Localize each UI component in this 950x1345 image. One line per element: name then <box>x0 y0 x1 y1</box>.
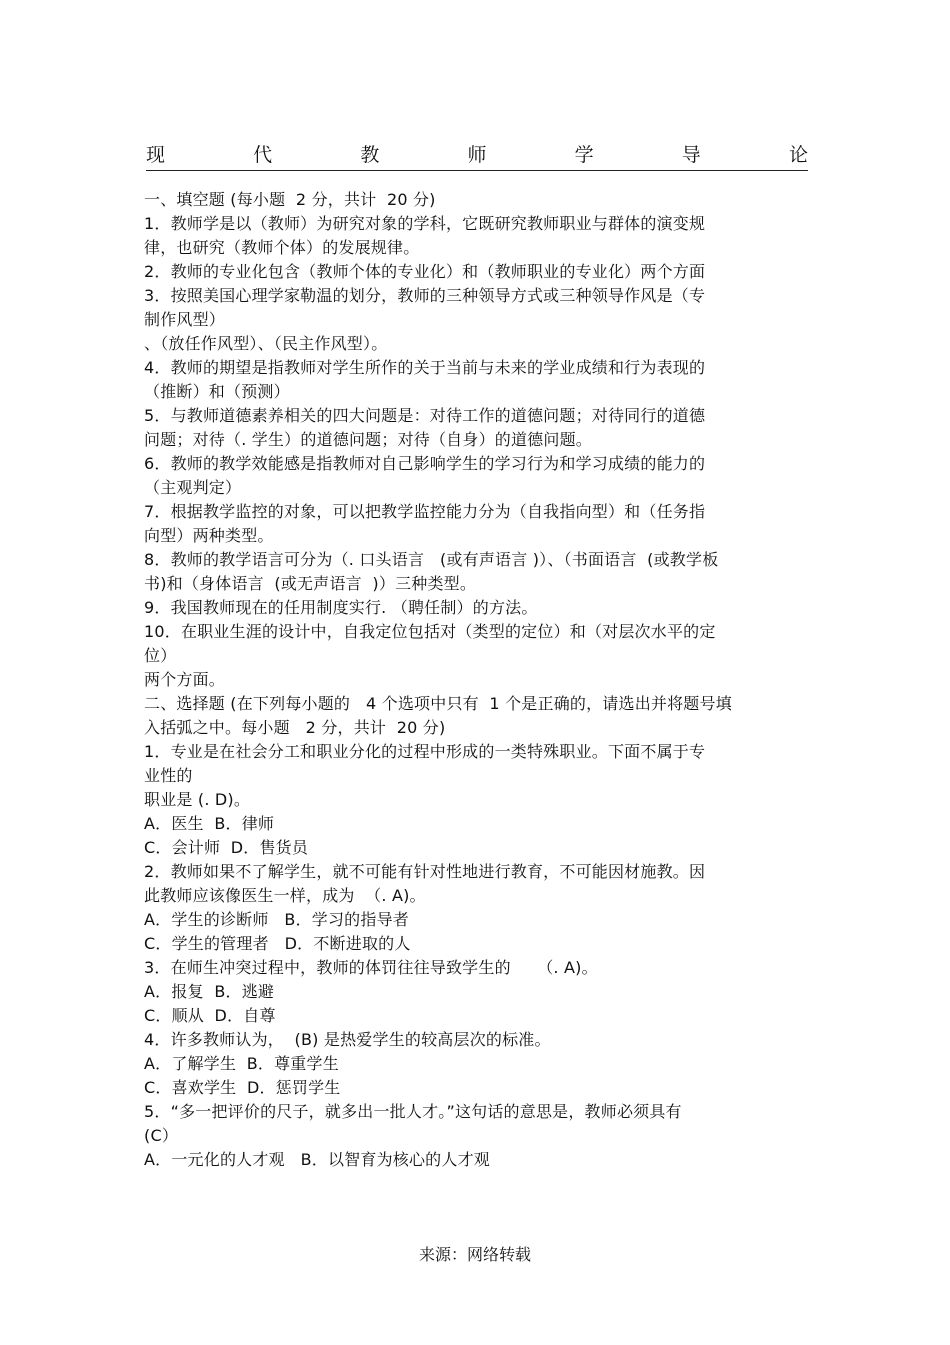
text-line: 1．专业是在社会分工和职业分化的过程中形成的一类特殊职业。下面不属于专 <box>144 742 706 761</box>
text-line: 5．与教师道德素养相关的四大问题是：对待工作的道德问题；对待同行的道德 <box>144 406 706 425</box>
text-line: 5．“多一把评价的尺子，就多出一批人才。”这句话的意思是，教师必须具有 <box>144 1102 682 1121</box>
title-char: 代 <box>253 143 273 166</box>
text-line: 此教师应该像医生一样，成为 （. A)。 <box>144 886 426 905</box>
text-line: 律，也研究（教师个体）的发展规律。 <box>144 238 420 257</box>
text-line: A．医生 B．律师 <box>144 814 275 833</box>
text-line: 10．在职业生涯的设计中，自我定位包括对（类型的定位）和（对层次水平的定 <box>144 622 716 641</box>
text-line: (C） <box>144 1126 179 1145</box>
text-line: 4．教师的期望是指教师对学生所作的关于当前与未来的学业成绩和行为表现的 <box>144 358 706 377</box>
text-line: 2．教师如果不了解学生，就不可能有针对性地进行教育，不可能因材施教。因 <box>144 862 706 881</box>
text-line: A．了解学生 B．尊重学生 <box>144 1054 339 1073</box>
title-char: 导 <box>681 143 701 166</box>
text-line: 两个方面。 <box>144 670 226 689</box>
title-rule <box>146 170 808 171</box>
text-line: 1．教师学是以（教师）为研究对象的学科，它既研究教师职业与群体的演变规 <box>144 214 706 233</box>
text-line: 7．根据教学监控的对象，可以把教学监控能力分为（自我指向型）和（任务指 <box>144 502 706 521</box>
text-line: A．学生的诊断师 B．学习的指导者 <box>144 910 409 929</box>
text-line: 问题；对待（. 学生）的道德问题；对待（自身）的道德问题。 <box>144 430 592 449</box>
text-line: 2．教师的专业化包含（教师个体的专业化）和（教师职业的专业化）两个方面 <box>144 262 706 281</box>
text-line: C．喜欢学生 D．惩罚学生 <box>144 1078 341 1097</box>
document-body <box>144 188 804 1172</box>
text-line: 、（放任作风型）、（民主作风型）。 <box>144 334 388 353</box>
text-line: 3．在师生冲突过程中，教师的体罚往往导致学生的 （. A)。 <box>144 958 598 977</box>
page-title <box>146 138 808 168</box>
text-line: 制作风型） <box>144 310 226 329</box>
text-line: 位） <box>144 646 177 665</box>
text-line: A．报复 B．逃避 <box>144 982 275 1001</box>
text-line: 二、选择题 (在下列每小题的 4 个选项中只有 1 个是正确的，请选出并将题号填 <box>144 694 732 713</box>
text-line: 向型）两种类型。 <box>144 526 274 545</box>
text-line: 3．按照美国心理学家勒温的划分，教师的三种领导方式或三种领导作风是（专 <box>144 286 706 305</box>
title-char: 教 <box>360 143 380 166</box>
title-char: 师 <box>467 143 487 166</box>
text-line: 4．许多教师认为， (B) 是热爱学生的较高层次的标准。 <box>144 1030 551 1049</box>
text-line: C．学生的管理者 D．不断进取的人 <box>144 934 411 953</box>
title-char: 论 <box>788 143 808 166</box>
text-line: 6．教师的教学效能感是指教师对自己影响学生的学习行为和学习成绩的能力的 <box>144 454 706 473</box>
footer-source: 来源：网络转载 <box>418 1245 531 1264</box>
text-line: A．一元化的人才观 B．以智育为核心的人才观 <box>144 1150 490 1169</box>
title-char: 现 <box>146 143 166 166</box>
text-line: 9．我国教师现在的任用制度实行. （聘任制）的方法。 <box>144 598 538 617</box>
text-line: 书)和（身体语言 (或无声语言 )）三种类型。 <box>144 574 477 593</box>
text-line: （主观判定） <box>144 478 242 497</box>
text-line: 8．教师的教学语言可分为（. 口头语言 (或有声语言 )）、（书面语言 (或教学板 <box>144 550 719 569</box>
text-line: C．会计师 D．售货员 <box>144 838 309 857</box>
text-line: 一、填空题 (每小题 2 分，共计 20 分) <box>144 190 436 209</box>
text-line: 业性的 <box>144 766 193 785</box>
text-line: 入括弧之中。每小题 2 分，共计 20 分) <box>144 718 446 737</box>
title-char: 学 <box>574 143 594 166</box>
text-line: 职业是 (. D)。 <box>144 790 251 809</box>
text-line: （推断）和（预测） <box>144 382 290 401</box>
text-line: C．顺从 D．自尊 <box>144 1006 276 1025</box>
